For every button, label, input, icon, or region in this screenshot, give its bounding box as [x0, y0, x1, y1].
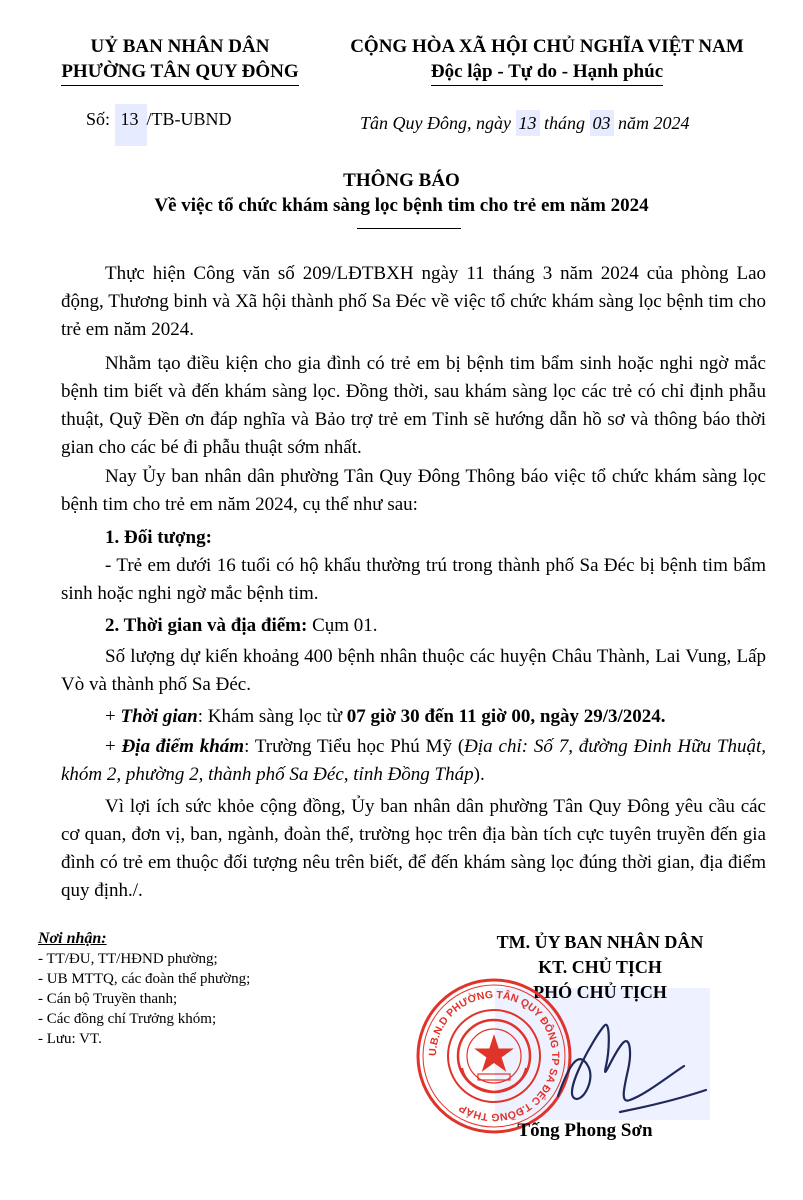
document-number [86, 104, 232, 146]
date-year: năm 2024 [618, 113, 690, 133]
authority-line-2: PHƯỜNG TÂN QUY ĐÔNG [61, 59, 298, 86]
recipients-block [38, 929, 378, 1049]
paragraph-2: Nhằm tạo điều kiện cho gia đình có trẻ em bị bệnh tim bẩm sinh hoặc nghi ngờ mắc bệnh tim biết và đến khám sàng lọc. Đồng thời, sau khám sàng lọc các trẻ có chỉ định phẫu thuật, Quỹ Đền ơn đáp nghĩa và Bảo trợ trẻ em Tỉnh sẽ hướng dẫn hồ sơ và thông báo thời gian cho các bé đi phẫu thuật sớm nhất. [61, 353, 766, 458]
section-2-line [61, 612, 766, 640]
date-month: 03 [590, 110, 614, 136]
authority-line-1: UỶ BAN NHÂN DÂN [90, 36, 270, 57]
document-subtitle: Về việc tổ chức khám sàng lọc bệnh tim cho trẻ em năm 2024 [154, 195, 649, 216]
doc-number-value: 13 [115, 104, 147, 146]
recipient-item: - Các đồng chí Trưởng khóm; [38, 1011, 217, 1027]
time-label: Thời gian [120, 706, 198, 727]
section-2-rest: Cụm 01. [307, 615, 378, 636]
date-day: 13 [516, 110, 540, 136]
place-address: Địa chỉ: Số 7, đường Đinh Hữu Thuật, khóm 2, phường 2, thành phố Sa Đéc, tỉnh Đồng Tháp [61, 736, 766, 785]
issue-date [360, 110, 760, 136]
national-header [322, 34, 772, 86]
place-text: : Trường Tiểu học Phú Mỹ ( [244, 736, 465, 757]
time-bullet: + [105, 706, 121, 727]
recipient-item: - Cán bộ Truyền thanh; [38, 991, 178, 1007]
signature-line-2: KT. CHỦ TỊCH [538, 957, 662, 977]
place-bullet: + [105, 736, 122, 757]
signature-line-3: PHÓ CHỦ TỊCH [533, 982, 667, 1002]
paragraph-3: Nay Ủy ban nhân dân phường Tân Quy Đông Thông báo việc tổ chức khám sàng lọc bệnh tim cho trẻ em năm 2024, cụ thể như sau: [61, 466, 766, 515]
seal-text: U.B.N.D PHƯỜNG TÂN QUY ĐÔNG TP SA ĐÉC T.ĐỒNG THÁP [426, 988, 562, 1124]
place-label: Địa điểm khám [121, 736, 245, 757]
document-title: THÔNG BÁO [343, 170, 460, 191]
section-1-heading: 1. Đối tượng: [105, 527, 212, 548]
time-text: : Khám sàng lọc từ [197, 706, 347, 727]
place-line [61, 733, 766, 789]
paragraph-4: - Trẻ em dưới 16 tuổi có hộ khẩu thường trú trong thành phố Sa Đéc bị bệnh tim bẩm sinh hoặc nghi ngờ mắc bệnh tim. [61, 555, 766, 604]
signature-line-1: TM. ỦY BAN NHÂN DÂN [496, 932, 704, 952]
handwritten-signature-icon [470, 1008, 730, 1128]
paragraph-6: Vì lợi ích sức khỏe cộng đồng, Ủy ban nhân dân phường Tân Quy Đông yêu cầu các cơ quan, đơn vị, ban, ngành, đoàn thể, trường học trên địa bàn tích cực tuyên truyền đến gia đình có trẻ em thuộc đối tượng nêu trên biết, để đến khám sàng lọc đúng thời gian, địa điểm quy định./. [61, 796, 766, 901]
section-2-heading: 2. Thời gian và địa điểm: [105, 615, 308, 636]
time-value: 07 giờ 30 đến 11 giờ 00, ngày 29/3/2024. [346, 706, 666, 727]
time-line [61, 703, 766, 731]
national-motto: Độc lập - Tự do - Hạnh phúc [431, 59, 663, 86]
signer-name: Tống Phong Sơn [517, 1120, 653, 1141]
paragraph-1: Thực hiện Công văn số 209/LĐTBXH ngày 11 tháng 3 năm 2024 của phòng Lao động, Thương binh và Xã hội thành phố Sa Đéc về việc tổ chức khám sàng lọc bệnh tim cho trẻ em năm 2024. [61, 263, 766, 340]
title-divider [357, 228, 461, 229]
paragraph-5: Số lượng dự kiến khoảng 400 bệnh nhân thuộc các huyện Châu Thành, Lai Vung, Lấp Vò và thành phố Sa Đéc. [61, 646, 766, 695]
recipient-item: - TT/ĐU, TT/HĐND phường; [38, 951, 218, 967]
date-month-word: tháng [544, 113, 586, 133]
national-title: CỘNG HÒA XÃ HỘI CHỦ NGHĨA VIỆT NAM [350, 36, 744, 57]
recipient-item: - Lưu: VT. [38, 1031, 102, 1047]
doc-number-suffix: /TB-UBND [146, 109, 232, 129]
issuing-authority [30, 34, 330, 86]
place-end: ). [473, 764, 485, 785]
recipients-heading: Nơi nhận: [38, 930, 107, 947]
recipient-item: - UB MTTQ, các đoàn thể phường; [38, 971, 251, 987]
date-place: Tân Quy Đông, ngày [360, 113, 511, 133]
doc-number-prefix: Số: [86, 109, 111, 129]
